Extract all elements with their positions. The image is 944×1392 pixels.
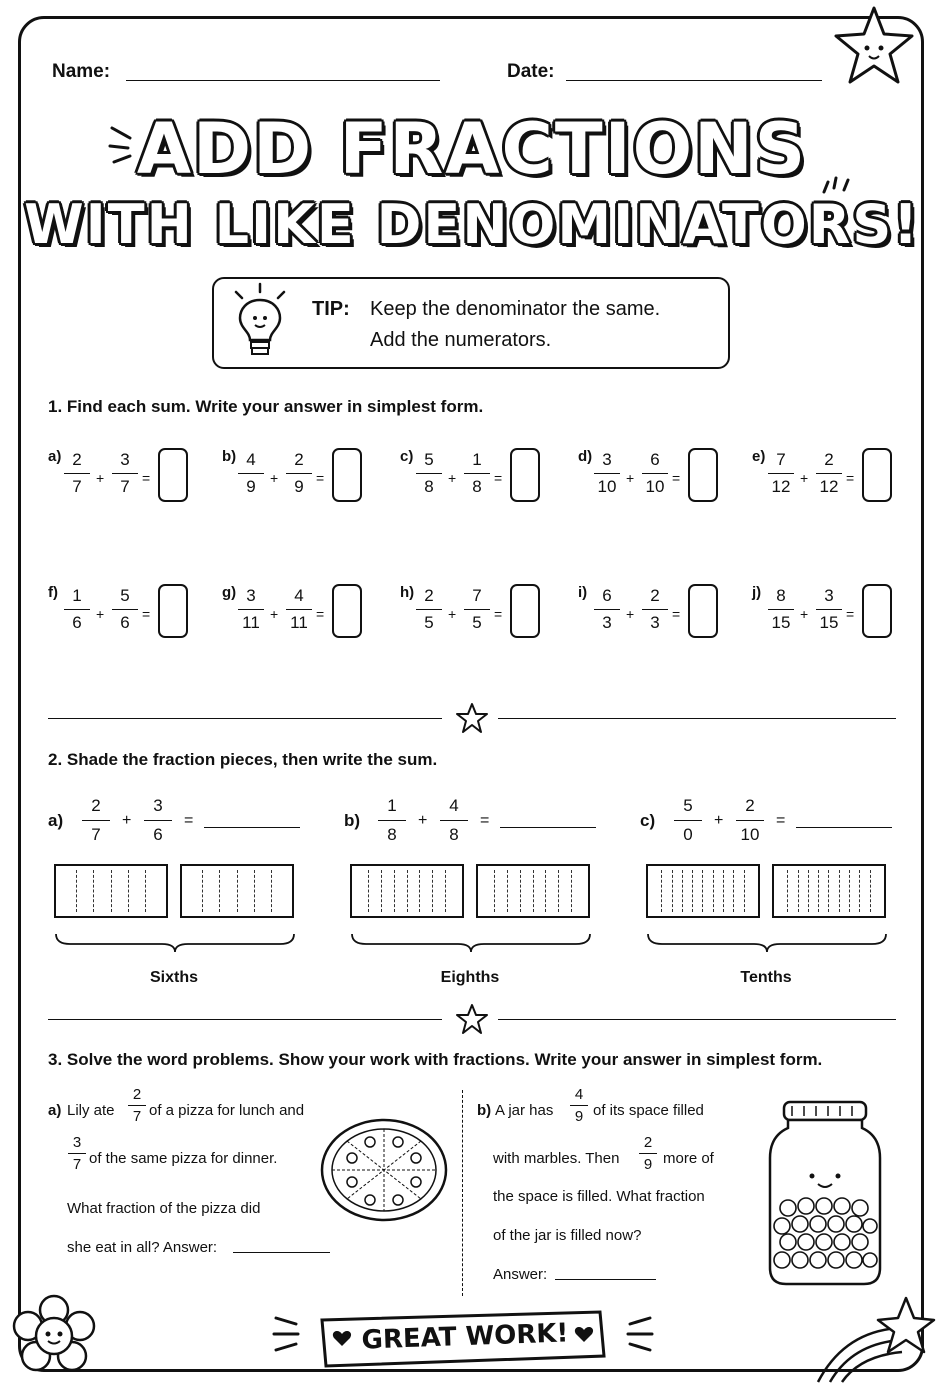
fraction-piece[interactable] bbox=[482, 870, 495, 912]
fraction-piece[interactable] bbox=[508, 870, 521, 912]
word-problem-b-label: b) bbox=[477, 1102, 492, 1119]
sparkle-icon bbox=[622, 1310, 656, 1356]
sum-problem bbox=[578, 584, 738, 654]
fraction-b: 2 3 bbox=[642, 586, 668, 633]
word-problem-b-text-1: A jar has bbox=[495, 1102, 554, 1119]
answer-box[interactable] bbox=[158, 448, 188, 502]
flower-icon bbox=[6, 1290, 102, 1386]
word-problem-a-text-5: she eat in all? Answer: bbox=[67, 1239, 218, 1256]
fraction-a: 2 5 bbox=[416, 586, 442, 633]
word-problem-b-answer-field[interactable] bbox=[555, 1279, 656, 1280]
fraction-piece[interactable] bbox=[799, 870, 809, 912]
answer-box[interactable] bbox=[510, 448, 540, 502]
fraction-piece[interactable] bbox=[186, 870, 203, 912]
problem-label: d) bbox=[578, 448, 593, 465]
section-3-heading: 3. Solve the word problems. Show your work with fractions. Write your answer in simplest form. bbox=[48, 1050, 823, 1069]
fraction-piece[interactable] bbox=[94, 870, 111, 912]
fraction-b: 2 9 bbox=[286, 450, 312, 497]
fraction-a: 1 8 bbox=[378, 796, 406, 845]
plus-sign: + bbox=[800, 470, 809, 486]
fraction-piece[interactable] bbox=[255, 870, 272, 912]
divider bbox=[498, 718, 896, 719]
fraction-piece[interactable] bbox=[534, 870, 547, 912]
fraction-piece[interactable] bbox=[420, 870, 433, 912]
plus-sign: + bbox=[96, 470, 105, 486]
piece-caption: Sixths bbox=[149, 969, 198, 986]
fraction-piece[interactable] bbox=[662, 870, 672, 912]
equals-sign: = bbox=[776, 812, 786, 829]
problem-label: b) bbox=[222, 448, 237, 465]
fraction-a: 3 11 bbox=[238, 586, 264, 633]
sum-problem bbox=[400, 448, 560, 518]
word-problem-b-fraction-2: 2 9 bbox=[639, 1134, 657, 1173]
plus-sign: + bbox=[626, 470, 635, 486]
word-problem-b-text-3: with marbles. Then bbox=[493, 1150, 620, 1167]
problem-label: j) bbox=[752, 584, 762, 601]
answer-box[interactable] bbox=[688, 584, 718, 638]
divider bbox=[498, 1019, 896, 1020]
star-icon bbox=[455, 702, 489, 734]
sum-problem bbox=[400, 584, 560, 654]
word-problem-b-text-2: of its space filled bbox=[593, 1102, 704, 1119]
fraction-piece[interactable] bbox=[871, 870, 880, 912]
fraction-piece[interactable] bbox=[521, 870, 534, 912]
problem-label: f) bbox=[48, 584, 58, 601]
fraction-strip bbox=[350, 864, 464, 918]
equals-sign: = bbox=[142, 606, 151, 622]
fraction-a: 5 8 bbox=[416, 450, 442, 497]
fraction-piece[interactable] bbox=[572, 870, 584, 912]
fraction-b: 6 10 bbox=[642, 450, 668, 497]
fraction-piece[interactable] bbox=[60, 870, 77, 912]
fraction-a: 4 9 bbox=[238, 450, 264, 497]
fraction-piece[interactable] bbox=[840, 870, 850, 912]
fraction-piece[interactable] bbox=[146, 870, 162, 912]
sum-problem bbox=[48, 584, 208, 654]
plus-sign: + bbox=[122, 812, 132, 829]
fraction-piece[interactable] bbox=[652, 870, 662, 912]
sum-problem bbox=[752, 448, 912, 518]
fraction-piece[interactable] bbox=[356, 870, 369, 912]
word-problem-a-text-3: of the same pizza for dinner. bbox=[89, 1150, 278, 1167]
section-1-heading: 1. Find each sum. Write your answer in simplest form. bbox=[48, 397, 484, 416]
fraction-strip bbox=[476, 864, 590, 918]
fraction-piece[interactable] bbox=[382, 870, 395, 912]
star-icon bbox=[455, 1003, 489, 1035]
fraction-piece[interactable] bbox=[714, 870, 724, 912]
equals-sign: = bbox=[184, 812, 194, 829]
word-problem-b-text-4: more of bbox=[663, 1150, 714, 1167]
fraction-piece[interactable] bbox=[238, 870, 255, 912]
tip-line-1: Keep the denominator the same. bbox=[370, 298, 661, 320]
fraction-piece[interactable] bbox=[77, 870, 94, 912]
fraction-piece[interactable] bbox=[850, 870, 860, 912]
fraction-piece[interactable] bbox=[829, 870, 839, 912]
name-label: Name: bbox=[52, 61, 111, 82]
answer-line[interactable] bbox=[500, 827, 596, 828]
fraction-a: 1 6 bbox=[64, 586, 90, 633]
word-problem-a-text-1: Lily ate bbox=[67, 1102, 115, 1119]
shooting-star-icon bbox=[814, 1292, 936, 1386]
fraction-piece[interactable] bbox=[495, 870, 508, 912]
sparkle-icon bbox=[818, 172, 854, 196]
fraction-piece[interactable] bbox=[559, 870, 572, 912]
brace bbox=[646, 932, 888, 954]
fraction-a: 5 0 bbox=[674, 796, 702, 845]
sparkle-icon bbox=[106, 118, 146, 168]
problem-label: e) bbox=[752, 448, 766, 465]
brace bbox=[54, 932, 296, 954]
fraction-b: 4 11 bbox=[286, 586, 312, 633]
word-problem-a-text-2: of a pizza for lunch and bbox=[149, 1102, 305, 1119]
equals-sign: = bbox=[846, 470, 855, 486]
sum-problem bbox=[578, 448, 738, 518]
sum-problem bbox=[48, 448, 208, 518]
fraction-a: 8 15 bbox=[768, 586, 794, 633]
word-problem-a-fraction-1: 2 7 bbox=[128, 1086, 146, 1125]
section-2-heading: 2. Shade the fraction pieces, then write the sum. bbox=[48, 750, 438, 769]
fraction-piece[interactable] bbox=[683, 870, 693, 912]
problem-label: g) bbox=[222, 584, 237, 601]
divider bbox=[48, 718, 442, 719]
fraction-piece[interactable] bbox=[819, 870, 829, 912]
equals-sign: = bbox=[480, 812, 490, 829]
fraction-strip bbox=[180, 864, 294, 918]
problem-label: a) bbox=[48, 448, 62, 465]
word-problem-b-fraction-1: 4 9 bbox=[570, 1086, 588, 1125]
tip-line-2: Add the numerators. bbox=[370, 329, 552, 351]
equals-sign: = bbox=[316, 606, 325, 622]
marble-jar-icon bbox=[764, 1098, 886, 1288]
fraction-piece[interactable] bbox=[395, 870, 408, 912]
equals-sign: = bbox=[494, 470, 503, 486]
fraction-piece[interactable] bbox=[860, 870, 870, 912]
word-problem-a-text-4: What fraction of the pizza did bbox=[67, 1200, 261, 1217]
fraction-a: 7 12 bbox=[768, 450, 794, 497]
problem-label: a) bbox=[48, 811, 64, 830]
date-field[interactable] bbox=[566, 80, 822, 81]
plus-sign: + bbox=[714, 812, 724, 829]
lightbulb-icon bbox=[228, 282, 292, 362]
fraction-piece[interactable] bbox=[272, 870, 288, 912]
fraction-strip bbox=[54, 864, 168, 918]
fraction-piece[interactable] bbox=[673, 870, 683, 912]
answer-box[interactable] bbox=[862, 448, 892, 502]
piece-caption: Eighths bbox=[440, 969, 500, 986]
fraction-a: 3 10 bbox=[594, 450, 620, 497]
fraction-strip bbox=[646, 864, 760, 918]
title-line-2: WITH LIKE DENOMINATORS! bbox=[24, 193, 920, 256]
problem-label: c) bbox=[640, 811, 656, 830]
fraction-piece[interactable] bbox=[220, 870, 237, 912]
plus-sign: + bbox=[96, 606, 105, 622]
answer-box[interactable] bbox=[332, 448, 362, 502]
fraction-piece[interactable] bbox=[788, 870, 798, 912]
smiling-star-icon bbox=[832, 4, 916, 90]
fraction-a: 2 7 bbox=[64, 450, 90, 497]
fraction-b: 3 7 bbox=[112, 450, 138, 497]
fraction-piece[interactable] bbox=[203, 870, 220, 912]
fraction-piece[interactable] bbox=[408, 870, 421, 912]
fraction-b: 7 5 bbox=[464, 586, 490, 633]
fraction-b: 3 6 bbox=[144, 796, 172, 845]
word-problem-a-fraction-2: 3 7 bbox=[68, 1134, 86, 1173]
answer-box[interactable] bbox=[510, 584, 540, 638]
problem-label: c) bbox=[400, 448, 414, 465]
answer-box[interactable] bbox=[862, 584, 892, 638]
fraction-piece[interactable] bbox=[433, 870, 446, 912]
fraction-piece[interactable] bbox=[703, 870, 713, 912]
divider bbox=[48, 1019, 442, 1020]
fraction-b: 1 8 bbox=[464, 450, 490, 497]
name-field[interactable] bbox=[126, 80, 440, 81]
fraction-piece[interactable] bbox=[745, 870, 754, 912]
problem-label: i) bbox=[578, 584, 588, 601]
fraction-b: 3 15 bbox=[816, 586, 842, 633]
word-problem-b-text-6: of the jar is filled now? bbox=[493, 1227, 642, 1244]
fraction-piece[interactable] bbox=[369, 870, 382, 912]
fraction-b: 5 6 bbox=[112, 586, 138, 633]
fraction-a: 6 3 bbox=[594, 586, 620, 633]
sum-problem bbox=[752, 584, 912, 654]
plus-sign: + bbox=[448, 606, 457, 622]
plus-sign: + bbox=[626, 606, 635, 622]
answer-box[interactable] bbox=[158, 584, 188, 638]
fraction-piece[interactable] bbox=[546, 870, 559, 912]
sum-problem bbox=[222, 448, 382, 518]
answer-box[interactable] bbox=[332, 584, 362, 638]
fraction-b: 4 8 bbox=[440, 796, 468, 845]
answer-box[interactable] bbox=[688, 448, 718, 502]
date-label: Date: bbox=[507, 61, 555, 82]
word-problem-a-label: a) bbox=[48, 1102, 62, 1119]
plus-sign: + bbox=[270, 606, 279, 622]
word-problem-b-text-7: Answer: bbox=[493, 1266, 548, 1283]
equals-sign: = bbox=[142, 470, 151, 486]
fraction-piece[interactable] bbox=[734, 870, 744, 912]
sparkle-icon bbox=[270, 1310, 304, 1356]
fraction-piece[interactable] bbox=[112, 870, 129, 912]
equals-sign: = bbox=[494, 606, 503, 622]
equals-sign: = bbox=[672, 470, 681, 486]
word-problem-b-text-5: the space is filled. What fraction bbox=[493, 1188, 705, 1205]
banner-text: GREAT WORK! bbox=[361, 1318, 569, 1356]
title-line-1: ADD FRACTIONS bbox=[136, 108, 808, 190]
piece-caption: Tenths bbox=[740, 969, 792, 986]
equals-sign: = bbox=[316, 470, 325, 486]
fraction-b: 2 10 bbox=[736, 796, 764, 845]
plus-sign: + bbox=[448, 470, 457, 486]
equals-sign: = bbox=[846, 606, 855, 622]
fraction-piece[interactable] bbox=[809, 870, 819, 912]
fraction-strip bbox=[772, 864, 886, 918]
column-divider bbox=[462, 1090, 463, 1296]
pizza-icon bbox=[320, 1118, 448, 1222]
fraction-piece[interactable] bbox=[129, 870, 146, 912]
fraction-a: 2 7 bbox=[82, 796, 110, 845]
equals-sign: = bbox=[672, 606, 681, 622]
word-problem-a-answer-field[interactable] bbox=[233, 1252, 330, 1253]
plus-sign: + bbox=[270, 470, 279, 486]
problem-label: b) bbox=[344, 811, 361, 830]
tip-label: TIP: bbox=[312, 298, 350, 320]
plus-sign: + bbox=[800, 606, 809, 622]
answer-line[interactable] bbox=[204, 827, 300, 828]
problem-label: h) bbox=[400, 584, 415, 601]
plus-sign: + bbox=[418, 812, 428, 829]
fraction-piece[interactable] bbox=[693, 870, 703, 912]
brace bbox=[350, 932, 592, 954]
fraction-piece[interactable] bbox=[724, 870, 734, 912]
sum-problem bbox=[222, 584, 382, 654]
answer-line[interactable] bbox=[796, 827, 892, 828]
fraction-b: 2 12 bbox=[816, 450, 842, 497]
fraction-piece[interactable] bbox=[778, 870, 788, 912]
fraction-piece[interactable] bbox=[446, 870, 458, 912]
